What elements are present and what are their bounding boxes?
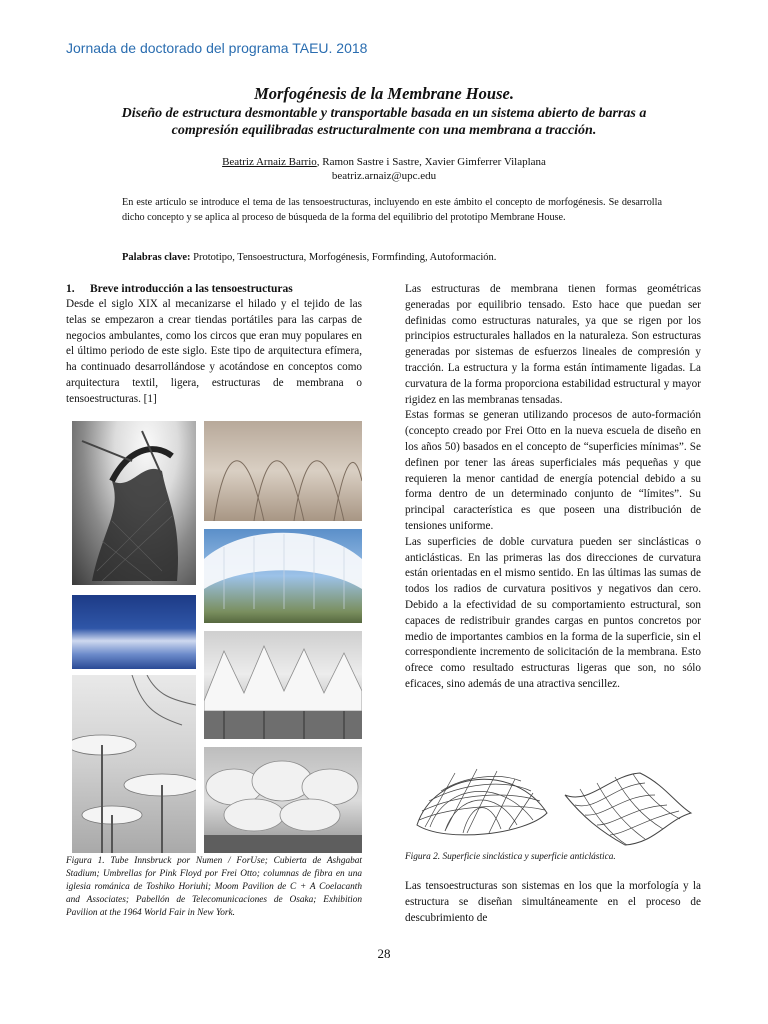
photo-osaka-pavilion <box>204 631 362 739</box>
synclastic-surface-icon <box>417 769 547 835</box>
photo-tunnel-canopy <box>204 529 362 623</box>
abstract: En este artículo se introduce el tema de las tensoestructuras, incluyendo en este ámbito el concepto de morfogénesis. Se desarrolla dicho concepto y se aplica al proceso de búsqueda de la forma del equilibrio del prototipo Membrane House. <box>122 197 662 223</box>
figure-2-surfaces <box>405 765 701 850</box>
umbrella-columns-icon <box>72 675 196 853</box>
running-header: Jornada de doctorado del programa TAEU. 2018 <box>66 40 368 56</box>
section-1-paragraph: Desde el siglo XIX al mecanizarse el hilado y el tejido de las telas se empezaron a crear tiendas portátiles para las carpas de negocios ambulantes, como los circos que eran muy populares en el último periodo de este siglo. Este tipo de arquitectura efímera, ha continuado desarrollándose y acotándose en conceptos como arquitectura textil, ligera, estructuras de membrana o tensoestructuras. [1] <box>66 298 362 405</box>
authors-line <box>66 155 702 169</box>
right-column-continuation <box>405 879 701 926</box>
section-1-heading <box>66 282 362 297</box>
balloon-roof-icon <box>204 747 362 853</box>
first-author: Beatriz Arnaiz Barrio <box>222 156 317 168</box>
paper-subtitle-line2: compresión equilibradas estructuralmente con una membrana a tracción. <box>171 123 597 138</box>
right-paragraph-3: Las superficies de doble curvatura pueden ser sinclásticas o anticlásticas. En las primeras las dos direcciones de curvatura están orientadas en el mismo sentido. En las últimas las sumas de todos los radios de curvatura positivos y negativos dan cero. Debido a la efectividad de su comportamiento estructural, son capaces de redistribuir grandes cargas en puntos concretos por medio de importantes cambios en la forma de la superficie, sin el correspondiente incremento de solicitación de la membrana. Esto ofrece como resultado estructuras ligeras que son, no sólo eficaces, sino además de una atractiva sencillez. <box>405 535 701 690</box>
section-title: Breve introducción a las tensoestructuras <box>90 283 293 295</box>
right-paragraph-4: Las tensoestructuras son sistemas en los que la morfología y la estructura se diseñan simultáneamente en el proceso de descubrimiento de <box>405 880 701 924</box>
figure-1-caption: Figura 1. Tube Innsbruck por Numen / ForUse; Cubierta de Ashgabat Stadium; Umbrellas for Pink Floyd por Frei Otto; columnas de fibra en una iglesia románica de Toshiko Horiuhi; Moom Pavilion de C + A Coelacanth and Associates; Pabellón de Telecomunicaciones de Osaka; Exhibition Pavilion at the 1964 World Fair in New York. <box>66 856 362 918</box>
surfaces-diagram <box>405 765 701 850</box>
right-paragraph-1: Las estructuras de membrana tienen formas geométricas generadas por equilibrio tensado. Esto hace que puedan ser definidas como estructuras naturales, ya que se rigen por los principios estructurales hallados en la naturaleza. Son estructuras generadas por sistemas de esfuerzos lineales de compresión y tracción. La estructura y la forma están íntimamente ligadas. La curvatura de la forma proporciona estabilidad estructural y mayor rigidez en las membranas tensadas. <box>405 283 701 406</box>
author-email: beatriz.arnaiz@upc.edu <box>331 170 437 182</box>
page-number: 28 <box>377 946 391 961</box>
photo-moom-blue <box>72 595 196 669</box>
photo-tube-innsbruck <box>72 421 196 585</box>
left-column <box>66 282 362 408</box>
photo-fiber-columns <box>72 675 196 853</box>
keywords-label: Palabras clave: <box>122 252 191 263</box>
paper-title: Morfogénesis de la Membrane House. <box>254 84 514 103</box>
paper-subtitle-line1: Diseño de estructura desmontable y transportable basada en un sistema abierto de barras a <box>121 106 647 121</box>
photo-stadium-arches <box>204 421 362 521</box>
title-block <box>66 84 702 139</box>
tent-peaks-icon <box>204 631 362 739</box>
anticlastic-surface-icon <box>565 773 691 845</box>
photo-exhibition-pavilion <box>204 747 362 853</box>
figure-1-photo-collage <box>72 421 362 853</box>
figure-2-caption: Figura 2. Superficie sinclástica y superficie anticlástica. <box>405 852 616 862</box>
net-sculpture-icon <box>72 421 196 585</box>
section-number: 1. <box>66 283 75 295</box>
keywords-list: Prototipo, Tensoestructura, Morfogénesis, Formfinding, Autoformación. <box>190 252 497 263</box>
right-column <box>405 282 701 693</box>
canopy-icon <box>204 529 362 623</box>
other-authors: , Ramon Sastre i Sastre, Xavier Gimferrer Vilaplana <box>316 156 546 168</box>
right-paragraph-2: Estas formas se generan utilizando procesos de auto-formación (concepto creado por Frei Otto en la nueva escuela de diseño en los años 50) basados en el concepto de “superficies mínimas”. Se definen por tener las áreas superficiales más pequeñas y que requieren la menor cantidad de energía potencial debido a su forma dentro de un determinado conjunto de “límites”. Su principal característica es que poseen una distribución de tensiones uniforme. <box>405 409 701 532</box>
authors-block <box>66 155 702 183</box>
arches-icon <box>204 421 362 521</box>
keywords <box>122 251 682 265</box>
